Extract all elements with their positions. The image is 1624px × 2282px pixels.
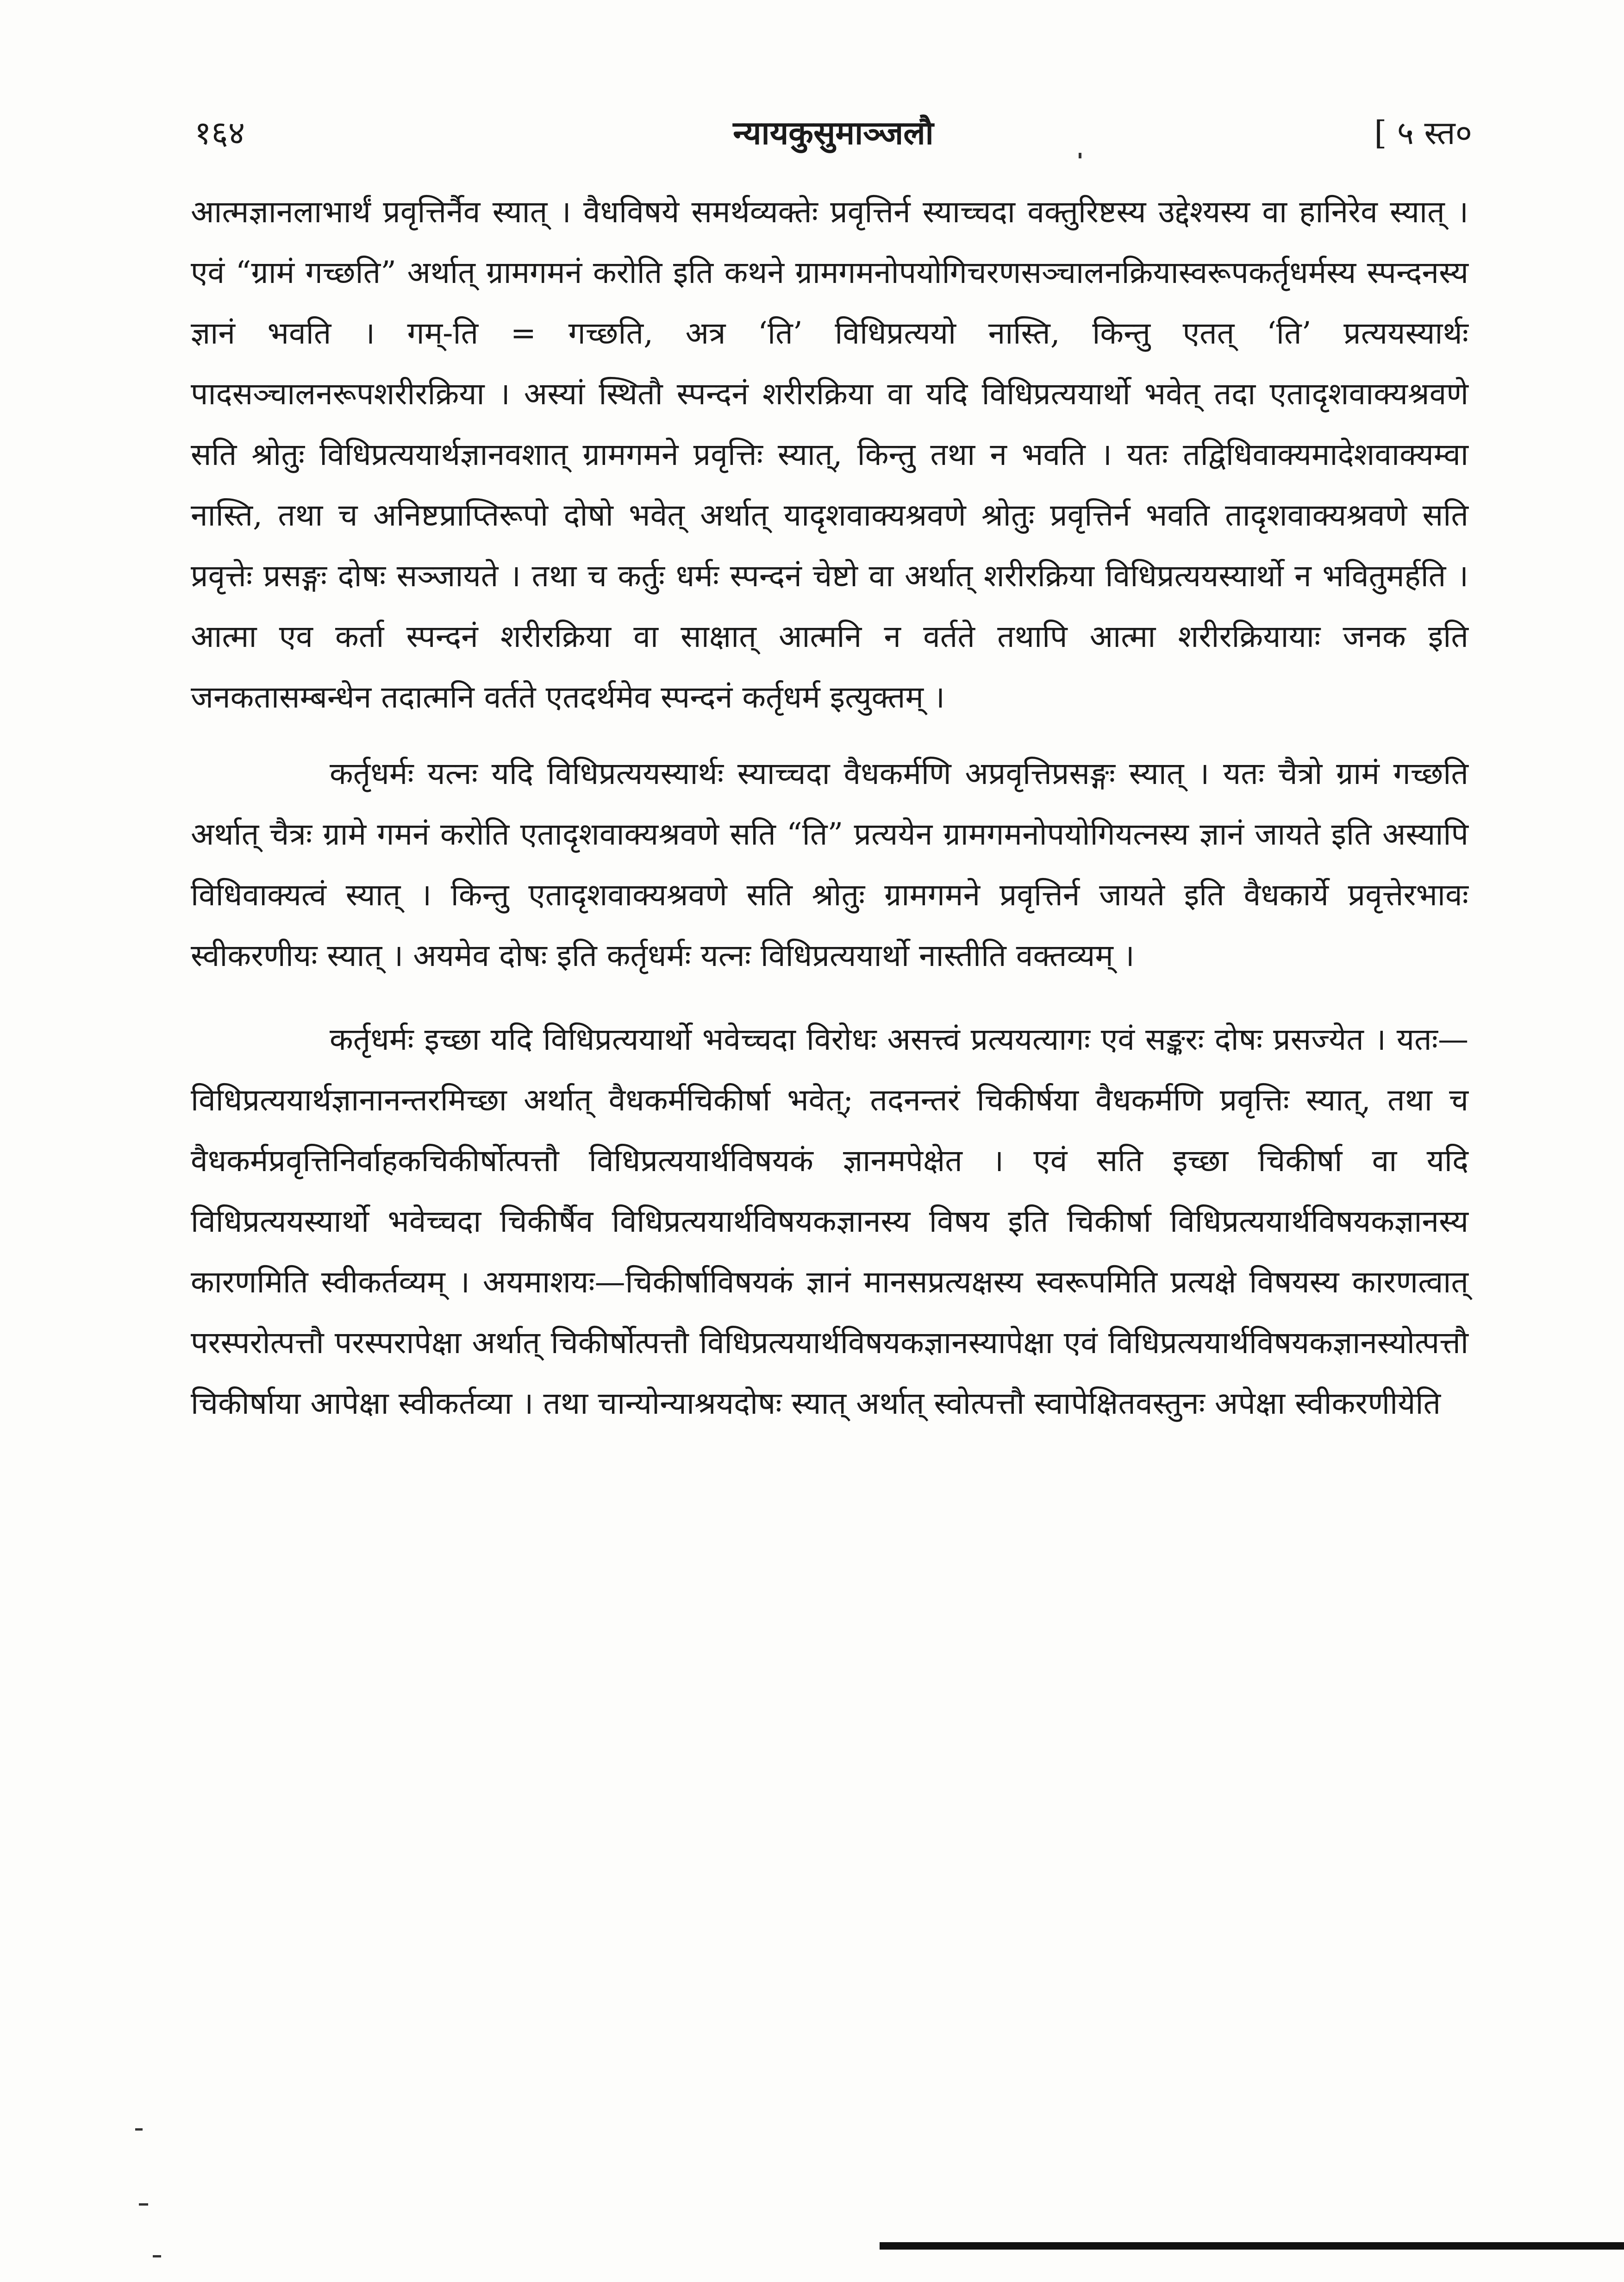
paragraph: आत्मज्ञानलाभार्थं प्रवृत्तिर्नैव स्यात् । वैधविषये समर्थव्यक्तेः प्रवृत्तिर्न स्याच्चदा वक्तुरिष्टस्य उद्देश्यस्य वा हानिरेव स्यात् । एवं “ग्रामं गच्छति” अर्थात् ग्रामगमनं करोति इति कथने ग्रामगमनोपयोगिचरणसञ्चालनक्रियास्वरूपकर्तृधर्मस्य स्पन्दनस्य ज्ञानं भवति । गम्-ति = गच्छति, अत्र ‘ति’ विधिप्रत्ययो नास्ति, किन्तु एतत् ‘ति’ प्रत्ययस्यार्थः पादसञ्चालनरूपशरीरक्रिया । अस्यां स्थितौ स्पन्दनं शरीरक्रिया वा यदि विधिप्रत्ययार्थो भवेत् तदा एतादृशवाक्यश्रवणे सति श्रोतुः विधिप्रत्ययार्थज्ञानवशात् ग्रामगमने प्रवृत्तिः स्यात्, किन्तु तथा न भवति । यतः तद्विधिवाक्यमादेशवाक्यम्वा नास्ति, तथा च अनिष्टप्राप्तिरूपो दोषो भवेत् अर्थात् यादृशवाक्यश्रवणे श्रोतुः प्रवृत्तिर्न भवति तादृशवाक्यश्रवणे सति प्रवृत्तेः प्रसङ्गः दोषः सञ्जायते । तथा च कर्तुः धर्मः स्पन्दनं चेष्टो वा अर्थात् शरीरक्रिया विधिप्रत्ययस्यार्थो न भवितुमर्हति । आत्मा एव कर्ता स्पन्दनं शरीरक्रिया वा साक्षात् आत्मनि न वर्तते तथापि आत्मा शरीरक्रियायाः जनक इति जनकतासम्बन्धेन तदात्मनि वर्तते एतदर्थमेव स्पन्दनं कर्तृधर्म इत्युक्तम् । (191, 194, 1468, 715)
section-marker: [ ५ स्त० (1374, 114, 1472, 152)
scan-bottom-rule (880, 2242, 1624, 2250)
paragraph: कर्तृधर्मः यत्नः यदि विधिप्रत्ययस्यार्थः स्याच्चदा वैधकर्मणि अप्रवृत्तिप्रसङ्गः स्यात् । यतः चैत्रो ग्रामं गच्छति अर्थात् चैत्रः ग्रामे गमनं करोति एतादृशवाक्यश्रवणे सति “ति” प्रत्ययेन ग्रामगमनोपयोगियत्नस्य ज्ञानं जायते इति अस्यापि विधिवाक्यत्वं स्यात् । किन्तु एतादृशवाक्यश्रवणे सति श्रोतुः ग्रामगमने प्रवृत्तिर्न जायते इति वैधकार्ये प्रवृत्तेरभावः स्वीकरणीयः स्यात् । अयमेव दोषः इति कर्तृधर्मः यत्नः विधिप्रत्ययार्थो नास्तीति वक्तव्यम् । (191, 756, 1468, 973)
page-number: १६४ (194, 114, 245, 152)
paragraph: कर्तृधर्मः इच्छा यदि विधिप्रत्ययार्थो भवेच्चदा विरोधः असत्त्वं प्रत्ययत्यागः एवं सङ्करः दोषः प्रसज्येत । यतः—विधिप्रत्ययार्थज्ञानानन्तरमिच्छा अर्थात् वैधकर्मचिकीर्षा भवेत्; तदनन्तरं चिकीर्षया वैधकर्मणि प्रवृत्तिः स्यात्, तथा च वैधकर्मप्रवृत्तिनिर्वाहकचिकीर्षोत्पत्तौ विधिप्रत्ययार्थविषयकं ज्ञानमपेक्षेत । एवं सति इच्छा चिकीर्षा वा यदि विधिप्रत्ययस्यार्थो भवेच्चदा चिकीर्षैव विधिप्रत्ययार्थविषयकज्ञानस्य विषय इति चिकीर्षा विधिप्रत्ययार्थविषयकज्ञानस्य कारणमिति स्वीकर्तव्यम् । अयमाशयः—चिकीर्षाविषयकं ज्ञानं मानसप्रत्यक्षस्य स्वरूपमिति प्रत्यक्षे विषयस्य कारणत्वात् परस्परोत्पत्तौ परस्परापेक्षा अर्थात् चिकीर्षोत्पत्तौ विधिप्रत्ययार्थविषयकज्ञानस्यापेक्षा एवं विधिप्रत्ययार्थविषयकज्ञानस्योत्पत्तौ चिकीर्षाया आपेक्षा स्वीकर्तव्या । तथा चान्योन्याश्रयदोषः स्यात् अर्थात् स्वोत्पत्तौ स्वापेक्षितवस्तुनः अपेक्षा स्वीकरणीयेति (191, 1022, 1468, 1421)
body-text (191, 182, 1468, 1434)
running-title: न्यायकुसुमाञ्जलौ (733, 113, 934, 152)
page-header (194, 107, 1472, 158)
